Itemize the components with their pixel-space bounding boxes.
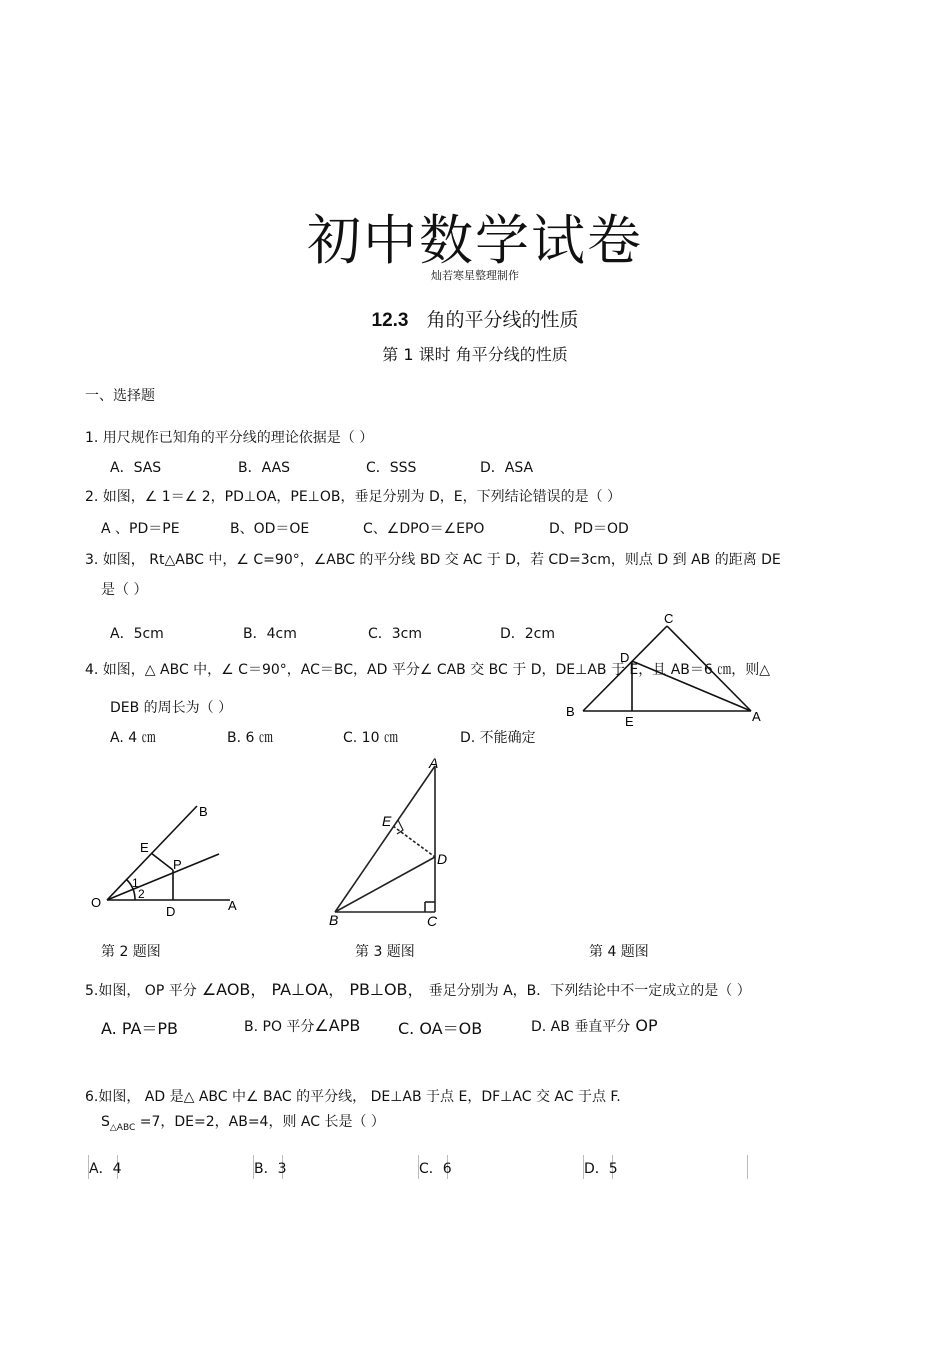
q5-option-c: C. OA＝OB bbox=[398, 1019, 483, 1038]
q5-option-d bbox=[531, 1016, 658, 1036]
q3-option-a: A．5cm bbox=[110, 626, 164, 642]
caption-fig4: 第 4 题图 bbox=[589, 944, 649, 960]
q6-option-divider bbox=[747, 1155, 748, 1179]
fig2-label-d: D bbox=[166, 904, 176, 919]
q4-option-c: C. 10 ㎝ bbox=[343, 730, 398, 746]
part-heading: 一、选择题 bbox=[85, 388, 155, 404]
fig2-label-p: P bbox=[173, 857, 182, 872]
q4-option-b: B. 6 ㎝ bbox=[227, 730, 273, 746]
q5-option-d-op: OP bbox=[635, 1016, 658, 1035]
section-number: 12.3 bbox=[371, 310, 409, 331]
fig2-label-a: A bbox=[228, 898, 237, 913]
fig4-label-c: C bbox=[664, 611, 674, 626]
lesson-heading: 第 1 课时 角平分线的性质 bbox=[382, 345, 568, 364]
q1-option-c: C．SSS bbox=[366, 460, 417, 476]
fig3-label-c: C bbox=[427, 913, 438, 929]
q4-option-d: D. 不能确定 bbox=[460, 730, 536, 746]
q5-stem bbox=[85, 977, 751, 1000]
q1-option-a: A．SAS bbox=[110, 460, 162, 476]
figure-q4 bbox=[560, 605, 780, 735]
caption-fig2: 第 2 题图 bbox=[101, 944, 161, 960]
q3-option-c: C．3cm bbox=[368, 626, 423, 642]
fig3-label-d: D bbox=[437, 851, 448, 867]
q5-option-b-text: B. PO 平分 bbox=[244, 1019, 315, 1035]
q5-stem-c: PA⊥OA， bbox=[271, 980, 345, 999]
q6-area-sub: △ABC bbox=[109, 1122, 136, 1133]
q6-stem-line2 bbox=[101, 1111, 385, 1133]
q5-stem-e: 垂足分别为 A，B．下列结论中不一定成立的是（ ） bbox=[428, 983, 751, 999]
q4-stem-line1: 4. 如图，△ ABC 中，∠ C＝90°，AC＝BC，AD 平分∠ CAB 交 BC 于 D，DE⊥AB 于 E，且 AB＝6 ㎝，则△ bbox=[85, 662, 771, 678]
q2-option-b: B、OD＝OE bbox=[230, 521, 310, 537]
section-title: 角的平分线的性质 bbox=[426, 309, 579, 331]
q6-option-b: B．3 bbox=[254, 1161, 287, 1177]
q4-stem-line2: DEB 的周长为（ ） bbox=[110, 700, 233, 716]
q5-stem-a: 5.如图， OP 平分 bbox=[85, 983, 197, 999]
fig4-label-e: E bbox=[625, 714, 634, 729]
fig3-label-b: B bbox=[329, 912, 339, 928]
fig3-bisector-bd bbox=[335, 857, 435, 912]
figure-q2 bbox=[85, 798, 255, 923]
fig4-side-cb bbox=[583, 626, 667, 711]
fig2-label-o: O bbox=[91, 895, 102, 910]
fig2-angle-arc-2 bbox=[133, 889, 135, 900]
fig4-side-ca bbox=[667, 626, 751, 711]
page-title: 初中数学试卷 bbox=[307, 209, 643, 272]
q2-option-c: C、∠DPO＝∠EPO bbox=[363, 521, 485, 537]
q5-option-b-angle: ∠APB bbox=[314, 1016, 361, 1035]
q6-stem-line2-rest: =7，DE=2，AB=4，则 AC 长是（ ） bbox=[135, 1114, 385, 1130]
q2-option-d: D、PD＝OD bbox=[549, 521, 629, 537]
fig3-perp-de bbox=[393, 826, 435, 857]
fig2-label-b: B bbox=[199, 804, 208, 819]
page-subtitle: 灿若寒星整理制作 bbox=[431, 269, 519, 282]
fig2-label-e: E bbox=[140, 840, 149, 855]
fig3-label-e: E bbox=[382, 813, 392, 829]
fig2-ray-op bbox=[107, 854, 219, 900]
fig4-label-d: D bbox=[620, 650, 630, 665]
q6-option-d: D．5 bbox=[584, 1161, 618, 1177]
q1-option-d: D．ASA bbox=[480, 460, 534, 476]
q3-option-d: D．2cm bbox=[500, 626, 556, 642]
q6-stem-line1: 6.如图， AD 是△ ABC 中∠ BAC 的平分线， DE⊥AB 于点 E，DF⊥AC 交 AC 于点 F. bbox=[85, 1089, 621, 1105]
q4-option-a: A. 4 ㎝ bbox=[110, 730, 156, 746]
fig4-label-a: A bbox=[752, 709, 761, 724]
q6-option-c: C．6 bbox=[419, 1161, 452, 1177]
fig3-label-a: A bbox=[429, 755, 439, 771]
fig2-perp-pe bbox=[151, 853, 173, 870]
fig4-bisector-ad bbox=[632, 661, 751, 711]
caption-fig3: 第 3 题图 bbox=[355, 944, 415, 960]
q5-option-d-text: D. AB 垂直平分 bbox=[531, 1019, 631, 1035]
q5-stem-d: PB⊥OB， bbox=[349, 980, 424, 999]
q5-option-b bbox=[244, 1016, 360, 1036]
q3-stem-line2: 是（ ） bbox=[101, 582, 148, 598]
fig2-label-2: 2 bbox=[138, 887, 145, 901]
q1-stem: 1. 用尺规作已知角的平分线的理论依据是（ ） bbox=[85, 430, 374, 446]
fig3-side-ab bbox=[335, 766, 435, 912]
fig4-label-b: B bbox=[566, 704, 575, 719]
q6-area-s: S bbox=[101, 1114, 110, 1130]
section-heading bbox=[0, 305, 950, 332]
figure-q3 bbox=[315, 752, 465, 930]
q3-stem-line1: 3. 如图， Rt△ABC 中，∠ C=90°，∠ABC 的平分线 BD 交 AC 于 D，若 CD=3cm，则点 D 到 AB 的距离 DE bbox=[85, 552, 781, 568]
q2-stem: 2. 如图，∠ 1＝∠ 2，PD⊥OA，PE⊥OB，垂足分别为 D，E，下列结论错误的是（ ） bbox=[85, 489, 622, 505]
q1-option-b: B．AAS bbox=[238, 460, 291, 476]
q6-option-a: A．4 bbox=[89, 1161, 122, 1177]
q5-option-a: A. PA＝PB bbox=[101, 1019, 179, 1038]
q2-option-a: A 、PD＝PE bbox=[101, 521, 180, 537]
q3-option-b: B．4cm bbox=[243, 626, 297, 642]
fig2-label-1: 1 bbox=[132, 876, 139, 890]
q5-stem-b: ∠AOB， bbox=[201, 980, 267, 999]
